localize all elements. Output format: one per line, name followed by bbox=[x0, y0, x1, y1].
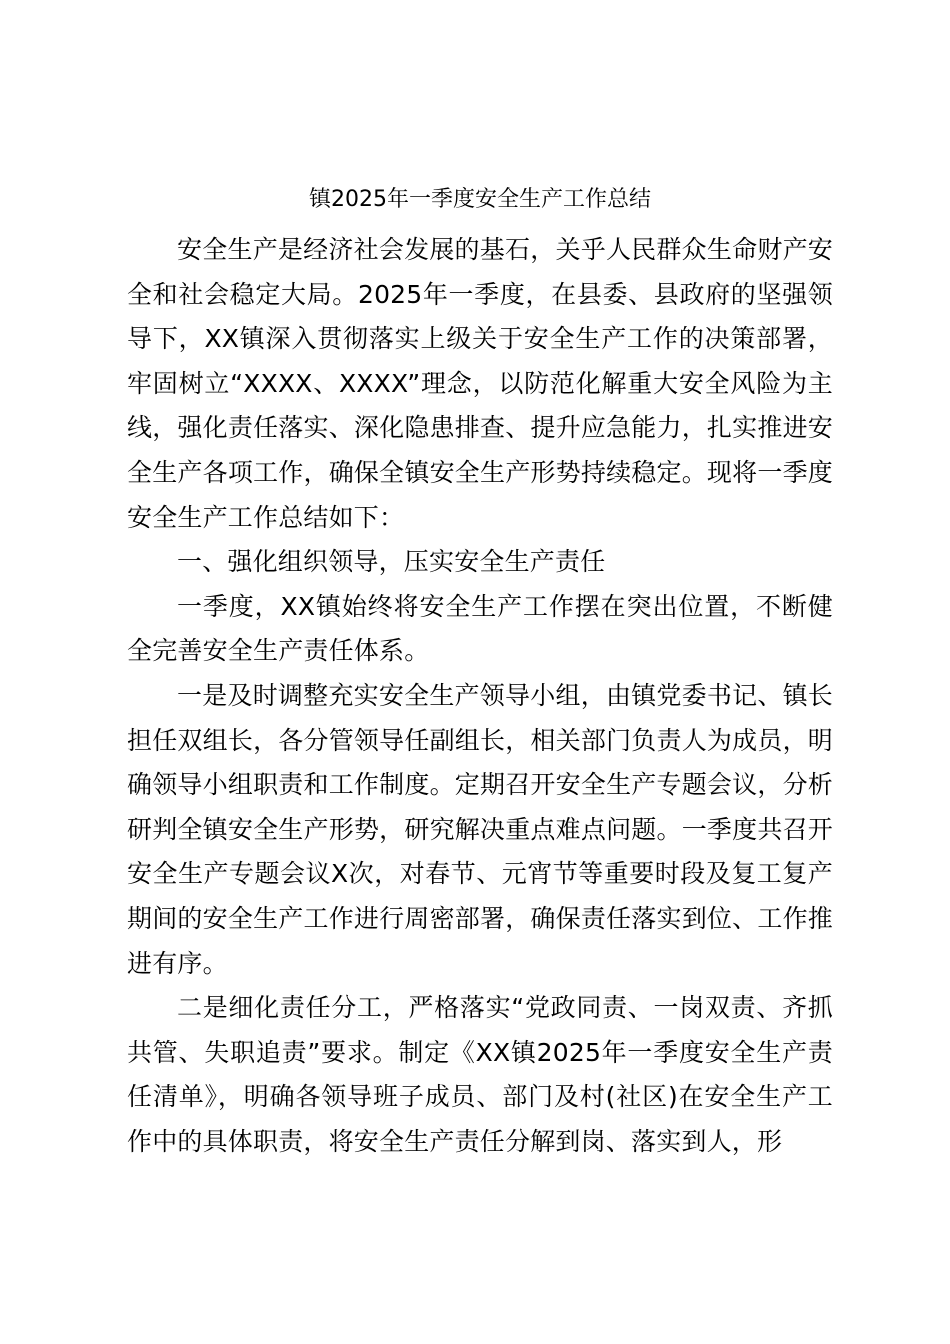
document-page bbox=[127, 180, 833, 1164]
paragraph-section-1-intro: 一季度，XX镇始终将安全生产工作摆在突出位置，不断健全完善安全生产责任体系。 bbox=[127, 591, 833, 666]
section-heading-1: 一、强化组织领导，压实安全生产责任 bbox=[177, 547, 606, 577]
paragraph-point-2: 二是细化责任分工，严格落实“党政同责、一岗双责、齐抓共管、失职追责”要求。制定《XX镇2025年一季度安全生产责任清单》，明确各领导班子成员、部门及村(社区)在安全生产工作中的具体职责，将安全生产责任分解到岗、落实到人，形 bbox=[127, 993, 833, 1156]
paragraph-point-1: 一是及时调整充实安全生产领导小组，由镇党委书记、镇长担任双组长，各分管领导任副组长，相关部门负责人为成员，明确领导小组职责和工作制度。定期召开安全生产专题会议，分析研判全镇安全生产形势，研究解决重点难点问题。一季度共召开安全生产专题会议X次，对春节、元宵节等重要时段及复工复产期间的安全生产工作进行周密部署，确保责任落实到位、工作推进有序。 bbox=[127, 680, 833, 978]
paragraph-intro: 安全生产是经济社会发展的基石，关乎人民群众生命财产安全和社会稳定大局。2025年一季度，在县委、县政府的坚强领导下，XX镇深入贯彻落实上级关于安全生产工作的决策部署，牢固树立“XXXX、XXXX”理念，以防范化解重大安全风险为主线，强化责任落实、深化隐患排查、提升应急能力，扎实推进安全生产各项工作，确保全镇安全生产形势持续稳定。现将一季度安全生产工作总结如下： bbox=[127, 235, 833, 532]
document-title: 镇2025年一季度安全生产工作总结 bbox=[309, 187, 651, 212]
